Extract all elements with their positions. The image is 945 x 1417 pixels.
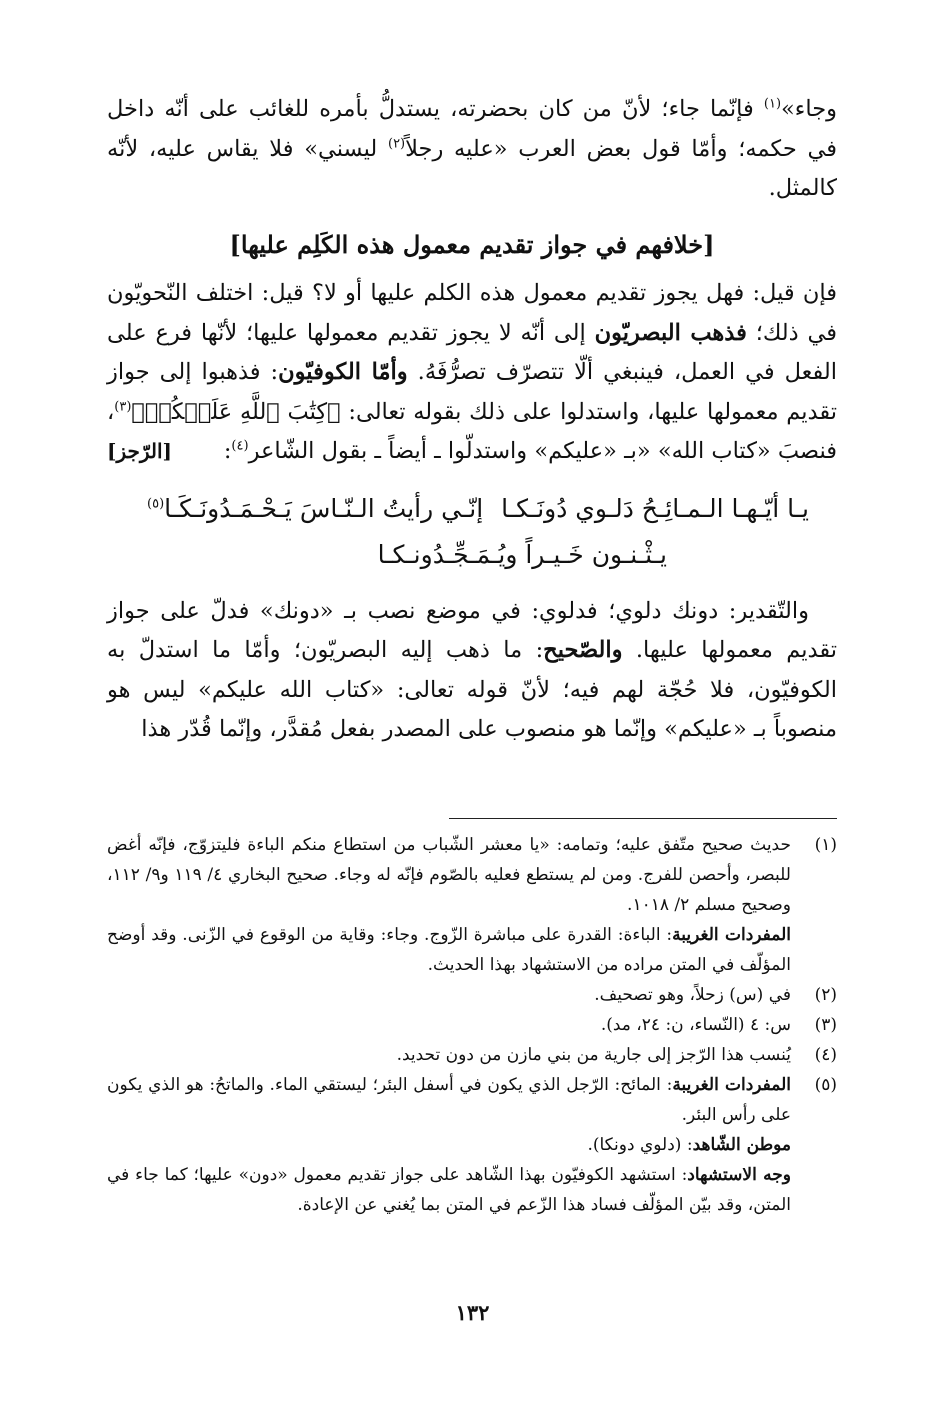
footnote-text (107, 1070, 791, 1130)
footnote-text (107, 1130, 791, 1160)
quran-quote: ﴿كِتَٰبَ ٱللَّهِ عَلَيۡكُمۡ﴾ (131, 398, 341, 425)
footnote-3 (107, 1010, 837, 1040)
text-run: ليسني» فلا يقاس عليه، لأنّه كالمثل. (107, 135, 837, 201)
footnote-label: موطن الشّاهد (692, 1135, 791, 1155)
footnote-2 (107, 980, 837, 1010)
footnote-1 (107, 830, 837, 980)
footnote-number: (٢) (814, 985, 837, 1005)
footnote-4 (107, 1040, 837, 1070)
paragraph-2 (107, 274, 837, 472)
correct-view-label: والصّحيح (543, 637, 623, 663)
text-run: : ما ذهب إليه البصريّون؛ وأمّا ما استدلّ به الكوفيّون، فلا حُجّة لهم فيه؛ لأنّ قوله تعالى: «كتاب الله عليكم» ليس هو منصوباً بـ «عليكم» وإنّما هو منصوب على المصدر بفعل مُقدَّر، وإنّما قُدّر هذا (107, 637, 837, 742)
paragraph-1 (107, 90, 837, 209)
footnote-text-run: : المائح: الرّجل الذي يكون في أسفل البئر؛ ليستقي الماء. والماتحُ: هو الذي يكون على رأس البئر. (107, 1075, 791, 1125)
footnote-body: س: ٤ (النّساء، ن: ٢٤، مد). (600, 1015, 791, 1035)
section-heading: [خلافهم في جواز تقديم معمول هذه الكَلِم عليها] (229, 229, 715, 259)
kufans-label: وأمّا الكوفيّون (278, 359, 408, 385)
footnote-text-run: : استشهد الكوفيّون بهذا الشّاهد على جواز تقديم معمول «دون» عليها؛ كما جاء في المتن، وقد بيّن المؤلّف فساد هذا الزّعم في المتن بما يُغني عن الإعادة. (107, 1165, 791, 1215)
page-number: ١٣٢ (455, 1300, 490, 1325)
hemistich-2 (147, 486, 483, 532)
footnote-number: (١) (814, 835, 837, 855)
footnote-body (107, 1070, 791, 1220)
footnote-label: المفردات الغريبة (672, 925, 791, 945)
footnote-label: المفردات الغريبة (672, 1075, 791, 1095)
footnote-number: (٤) (814, 1045, 837, 1065)
text-run: فإن قيل: فهل يجوز تقديم معمول هذه الكلم عليها أو لا؟ قيل: اختلف النّحويّون في ذلك؛ (107, 280, 838, 346)
text-run: : فذهبوا إلى جواز تقديم معمولها عليها، واستدلوا على ذلك بقوله تعالى: (107, 359, 837, 425)
footnote-text-run: : الباءة: القدرة على مباشرة الزّوج. وجاء: وقاية من الوقوع في الزّنى. وقد أوضح المؤلّف في المتن مراده من الاستشهاد بهذا الحديث. (107, 925, 791, 975)
text-run: والتّقدير: دونك دلوي؛ فدلوي: في موضع نصب بـ «دونك» فدلّ على جواز تقديم معمولها عليها. (107, 597, 837, 663)
basrans-label: فذهب البصريّون (594, 319, 747, 346)
footnote-ref-1[interactable]: (١) (763, 96, 782, 112)
footnote-text: حديث صحيح متّفق عليه؛ وتمامه: «يا معشر الشّباب من استطاع منكم الباءة فليتزوّج، فإنّه أغض للبصر، وأحصن للفرج. ومن لم يستطع فعليه بالصّوم فإنّه له وجاء. صحيح البخاري ٤/ ١١٩ و٩/ ١١٢، وصحيح مسلم ٢/ ١٠١٨. (107, 835, 791, 915)
meter-tag: [الرّجز] (107, 439, 173, 463)
footnote-number: (٥) (814, 1075, 837, 1095)
text-run: إلى أنّه لا يجوز تقديم معمولها عليها؛ لأنّها فرع على الفعل في العمل، فينبغي ألّا تتصرّف تصرُّفَهُ. (107, 319, 837, 385)
footnote-ref-5[interactable]: (٥) (147, 496, 165, 512)
verse-line-1 (107, 486, 837, 532)
footnote-number: (٣) (814, 1015, 837, 1035)
footnote-ref-3[interactable]: (٣) (114, 399, 132, 414)
text-run: فإنّما جاء؛ لأنّ من كان بحضرته، يستدلُّ بأمره للغائب على أنّه داخل في حكمه؛ وأمّا قول بعض العرب «عليه رجلاً (107, 96, 837, 162)
text-run: ، فنصبَ «كتاب الله» «بـ «عليكم» واستدلّوا ـ أيضاً ـ بقول الشّاعر (107, 398, 837, 464)
footnote-body: في (س) زحلاً، وهو تصحيف. (594, 985, 791, 1005)
footnote-label: وجه الاستشهاد (687, 1165, 791, 1185)
verse-line-2 (107, 532, 837, 578)
footnote-text (107, 1160, 791, 1220)
footnote-ref-2[interactable]: (٢) (387, 136, 406, 151)
footnote-body: يُنسب هذا الرّجز إلى جارية من بني مازن من دون تحديد. (396, 1045, 791, 1065)
hemistich-2-text: إنّـي رأيتُ الـنّـاسَ يَـحْـمَـدُونَـكَـا (164, 493, 484, 523)
text-run: : (223, 438, 232, 464)
hemistich-3: يـثْـنـون خَـيـراً ويُـمَـجِّـدُونـكـا (377, 539, 667, 569)
footnote-ref-4[interactable]: (٤) (231, 438, 249, 454)
hemistich-1: يـا أيّـهـا الـمـائِـحُ دَلـوي دُونَـكـا (501, 493, 809, 523)
footnote-text (107, 920, 791, 980)
footnote-body (107, 830, 791, 980)
footnote-5 (107, 1070, 837, 1220)
poem (107, 486, 837, 578)
footnote-divider (449, 818, 837, 819)
footnotes (107, 830, 837, 1220)
main-text (107, 90, 837, 750)
text-run: وجاء» (781, 96, 837, 122)
paragraph-3 (107, 592, 837, 750)
footnote-text-run: : (دلوي دونكا). (587, 1135, 693, 1155)
